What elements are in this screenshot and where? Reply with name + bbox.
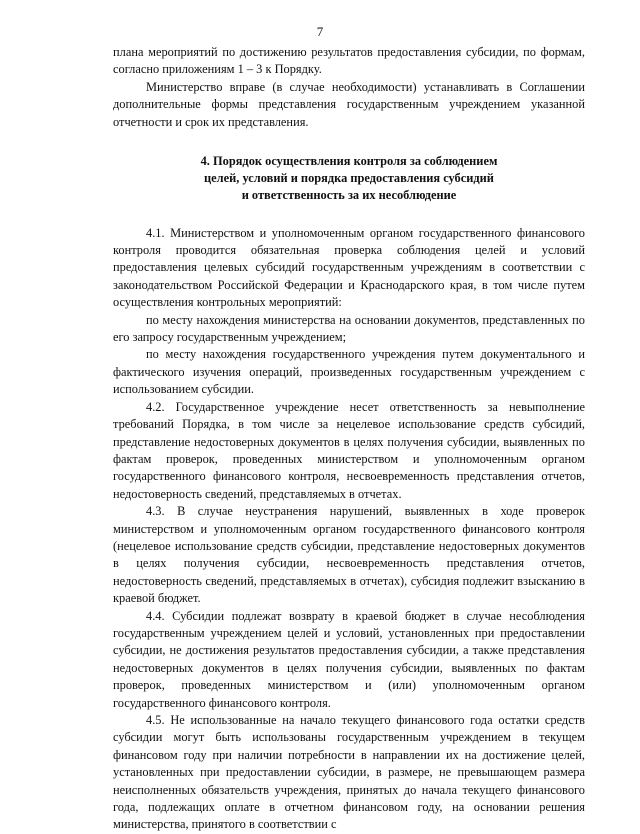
section-heading-line: целей, условий и порядка предоставления субсидий bbox=[204, 171, 494, 186]
paragraph-4-1-item-ministry: по месту нахождения министерства на основании документов, представленных по его запросу государственным учреждением; bbox=[113, 312, 585, 345]
paragraph-4-2: 4.2. Государственное учреждение несет ответственность за невыполнение требований Порядка, в том числе за нецелевое использование средств субсидий, представление недостоверных документов в целях получения субсидии, выявленных по фактам проверок, проведенных министерством и уполномоченным органом государственного финансового контроля, несвоевременность представления отчетов, недостоверность сведений, представляемых в отчетах. bbox=[113, 399, 585, 501]
page-number: 7 bbox=[316, 24, 324, 39]
paragraph-4-3: 4.3. В случае неустранения нарушений, выявленных в ходе проверок министерством и уполномоченным органом государственного финансового контроля (нецелевое использование средств субсидии, представление недостоверных документов в целях получения субсидии, несвоевременность представления отчетов, недостоверность сведений, представляемых в отчетах), субсидия подлежит взысканию в краевой бюджет. bbox=[113, 504, 585, 606]
paragraph-continuation: плана мероприятий по достижению результатов предоставления субсидии, по формам, согласно приложениям 1 – 3 к Порядку. bbox=[113, 45, 585, 77]
document-body bbox=[113, 44, 585, 834]
paragraph-ministry-right: Министерство вправе (в случае необходимости) устанавливать в Соглашении дополнительные формы представления государственным учреждением указанной отчетности и срок их представления. bbox=[113, 79, 585, 129]
paragraph-4-5: 4.5. Не использованные на начало текущего финансового года остатки средств субсидии могут быть использованы государственным учреждением в текущем финансовом году при наличии потребности в направлении их на достижение целей, установленных при предоставлении субсидии, в размере, не превышающем размера неисполненных обязательств учреждения, принятых до начала текущего финансового года, подлежащих оплате в отчетном финансовом году, на основании решения министерства, принятого в соответствии с bbox=[113, 713, 585, 832]
section-heading bbox=[113, 153, 585, 205]
section-heading-line: 4. Порядок осуществления контроля за соблюдением bbox=[200, 154, 498, 169]
section-heading-line: и ответственность за их несоблюдение bbox=[241, 188, 457, 203]
paragraph-4-1-item-institution: по месту нахождения государственного учреждения путем документального и фактического изучения операций, произведенных государственным учреждением с использованием субсидии. bbox=[113, 347, 585, 397]
paragraph-4-1: 4.1. Министерством и уполномоченным органом государственного финансового контроля проводится обязательная проверка соблюдения целей и условий предоставления целевых субсидий государственным учреждениям в соответствии с законодательством Российской Федерации и Краснодарского края, в том числе путем осуществления контрольных мероприятий: bbox=[113, 225, 585, 310]
paragraph-4-4: 4.4. Субсидии подлежат возврату в краевой бюджет в случае несоблюдения государственным учреждением целей и условий, установленных при предоставлении субсидии, не достижения результатов предоставления субсидии, а также представления недостоверных документов в целях получения субсидии, выявленных по фактам проверок, проведенных министерством и (или) уполномоченным органом государственного финансового контроля. bbox=[113, 608, 585, 710]
